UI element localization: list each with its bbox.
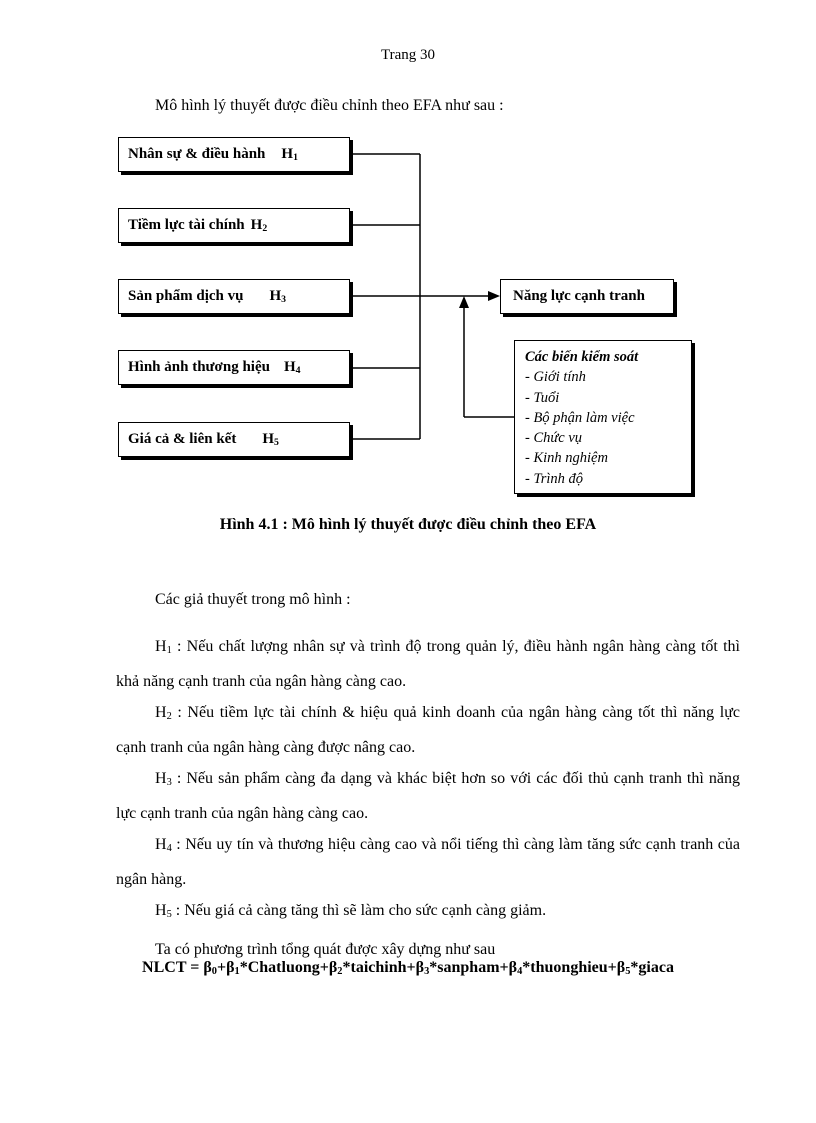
control-variable-item: - Bộ phận làm việc: [525, 409, 635, 426]
control-variable-item: - Kinh nghiệm: [525, 450, 608, 467]
hypotheses-section: [116, 584, 740, 965]
control-variable-item: - Trình độ: [525, 470, 584, 487]
control-variables-list: [525, 367, 691, 489]
hypothesis-paragraph: $H_2$ : Nếu tiềm lực tài chính & hiệu quả kinh doanh của ngân hàng càng tốt thì năng lực cạnh tranh của ngân hàng càng được nâng cao.: [116, 704, 740, 757]
hypothesis-paragraph: $H_5$ : Nếu giá cả càng tăng thì sẽ làm cho sức cạnh càng giảm.: [155, 902, 547, 921]
outcome-label: Năng lực cạnh tranh: [513, 288, 645, 304]
factor-hypothesis: $H_3$: [269, 288, 287, 305]
factor-box-h3: [118, 279, 350, 314]
regression-equation: NLCT = $\beta_0+\beta_1*Chatluong+\beta_2*taichinh+\beta_3*sanpham+\beta_4*thuonghieu+\beta_5*giaca$: [142, 959, 674, 978]
factor-label: Tiềm lực tài chính: [128, 217, 245, 233]
intro-text: Mô hình lý thuyết được điều chỉnh theo EFA như sau :: [155, 97, 504, 114]
factor-hypothesis: $H_4$: [283, 359, 301, 376]
arrow-head-to-outcome: [488, 291, 500, 301]
factor-label: Giá cả & liên kết: [128, 431, 237, 447]
hypothesis-paragraph: $H_4$ : Nếu uy tín và thương hiệu càng cao và nổi tiếng thì càng làm tăng sức cạnh tranh của ngân hàng.: [116, 836, 740, 889]
control-variables-box: [514, 340, 692, 494]
control-variable-item: - Giới tính: [525, 369, 586, 386]
factor-hypothesis: $H_1$: [281, 146, 298, 163]
control-variable-item: - Chức vụ: [525, 430, 583, 447]
factor-box-h1: [118, 137, 350, 172]
factor-box-h4: [118, 350, 350, 385]
factor-label: Nhân sự & điều hành: [128, 146, 266, 162]
outcome-box: [500, 279, 674, 314]
factor-box-h5: [118, 422, 350, 457]
equation-lead: Ta có phương trình tổng quát được xây dựng như sau: [155, 941, 496, 959]
control-variables-title: Các biến kiểm soát: [525, 349, 639, 365]
arrow-head-controls: [459, 296, 469, 308]
hypotheses-intro: Các giả thuyết trong mô hình :: [155, 591, 351, 608]
page-number: Trang 30: [380, 47, 436, 63]
hypothesis-paragraph: $H_1$ : Nếu chất lượng nhân sự và trình độ trong quản lý, điều hành ngân hàng càng tốt thì khả năng cạnh tranh của ngân hàng càng cao.: [116, 638, 740, 691]
control-variable-item: - Tuổi: [525, 389, 560, 406]
figure-caption: Hình 4.1 : Mô hình lý thuyết được điều chỉnh theo EFA: [219, 516, 597, 533]
hypothesis-paragraph: $H_3$ : Nếu sản phẩm càng đa dạng và khác biệt hơn so với các đối thủ cạnh tranh thì năng lực cạnh tranh của ngân hàng càng cao.: [116, 770, 740, 823]
factor-label: Hình ảnh thương hiệu: [128, 359, 270, 375]
factor-label: Sản phẩm dịch vụ: [128, 288, 244, 304]
factor-box-h2: [118, 208, 350, 243]
factor-hypothesis: $H_5$: [262, 431, 279, 448]
factor-hypothesis: $H_2$: [250, 217, 268, 234]
